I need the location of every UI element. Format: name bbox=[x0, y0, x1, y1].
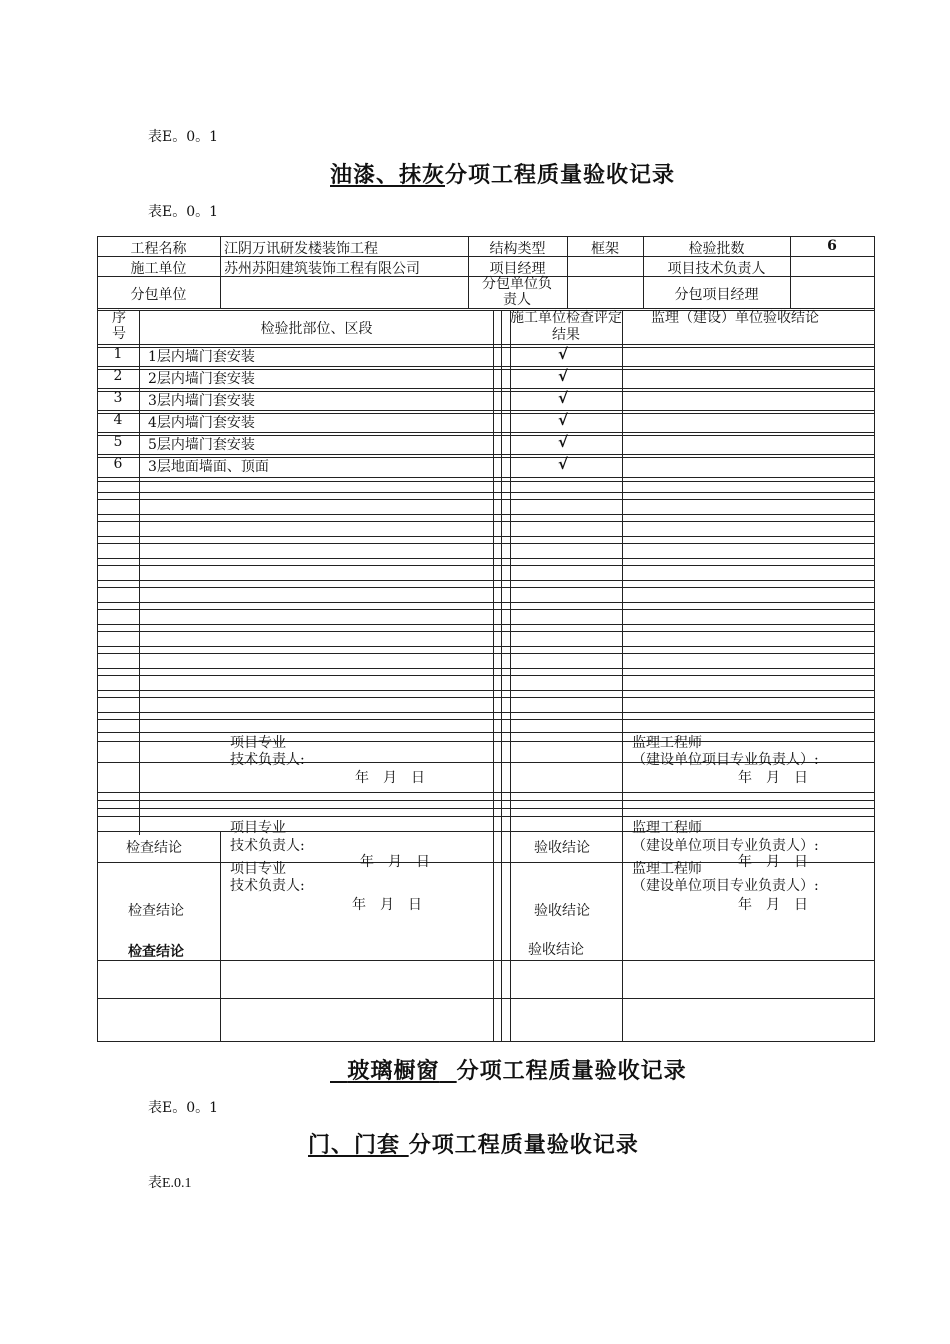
date-label: 年 月 日 bbox=[738, 854, 808, 870]
row-check-mark: √ bbox=[558, 389, 569, 407]
contractor-label: 施工单位 bbox=[130, 261, 187, 277]
page-title bbox=[330, 158, 675, 189]
tech-lead-sign-label: 技术负责人: bbox=[230, 878, 305, 894]
batch-count-label: 检验批数 bbox=[688, 241, 745, 257]
row-location: 1层内墙门套安装 bbox=[148, 349, 255, 365]
title-rest: 分项工程质量验收记录 bbox=[445, 162, 676, 188]
row-number: 2 bbox=[113, 368, 123, 384]
date-label: 年 月 日 bbox=[355, 770, 425, 786]
title-underlined: 油漆、抹灰 bbox=[330, 162, 446, 188]
owner-lead-label: （建设单位项目专业负责人）: bbox=[632, 878, 819, 894]
row-location: 3层内墙门套安装 bbox=[148, 393, 255, 409]
row-check-mark: √ bbox=[558, 345, 569, 363]
sub-manager-label: 分包项目经理 bbox=[674, 287, 759, 303]
title-rest: 分项工程质量验收记录 bbox=[408, 1132, 639, 1158]
row-check-mark: √ bbox=[558, 367, 569, 385]
tech-lead-sign-label: 技术负责人: bbox=[230, 752, 305, 768]
structure-type-label: 结构类型 bbox=[489, 241, 546, 257]
supervisor-label: 监理工程师 bbox=[632, 820, 702, 836]
tech-lead-label: 项目技术负责人 bbox=[667, 261, 766, 277]
project-manager-label: 项目经理 bbox=[489, 261, 546, 277]
date-label: 年 月 日 bbox=[738, 897, 808, 913]
row-location: 2层内墙门套安装 bbox=[148, 371, 255, 387]
check-conclusion-label: 检查结论 bbox=[128, 903, 184, 919]
column-seq: 序号 bbox=[112, 310, 126, 342]
row-number: 4 bbox=[113, 412, 123, 428]
title-rest: 分项工程质量验收记录 bbox=[456, 1058, 687, 1084]
row-check-mark: √ bbox=[558, 433, 569, 451]
date-label: 年 月 日 bbox=[352, 897, 422, 913]
accept-conclusion-label: 验收结论 bbox=[534, 903, 590, 919]
title-underlined: 玻璃橱窗 bbox=[347, 1058, 440, 1084]
row-number: 3 bbox=[113, 390, 123, 406]
project-specialist-label: 项目专业 bbox=[230, 735, 286, 751]
column-contractor-result: 施工单位检查评定结果 bbox=[510, 310, 622, 343]
date-label: 年 月 日 bbox=[360, 854, 430, 870]
supervisor-label: 监理工程师 bbox=[632, 861, 702, 877]
supervisor-label: 监理工程师 bbox=[632, 735, 702, 751]
date-label: 年 月 日 bbox=[738, 770, 808, 786]
owner-lead-label: （建设单位项目专业负责人）: bbox=[632, 838, 819, 854]
tech-lead-sign-label: 技术负责人: bbox=[230, 838, 305, 854]
row-number: 6 bbox=[113, 456, 123, 472]
section-title bbox=[330, 1054, 687, 1085]
row-location: 5层内墙门套安装 bbox=[148, 437, 255, 453]
sub-lead-label: 分包单位负责人 bbox=[482, 276, 552, 308]
check-conclusion-label: 检查结论 bbox=[128, 944, 184, 960]
check-conclusion-label: 检查结论 bbox=[126, 840, 182, 856]
table-code: 表E。0。1 bbox=[148, 204, 219, 220]
project-specialist-label: 项目专业 bbox=[230, 861, 286, 877]
contractor-value: 苏州苏阳建筑装饰工程有限公司 bbox=[224, 261, 420, 277]
column-location: 检验批部位、区段 bbox=[260, 321, 373, 337]
column-supervisor-result: 监理（建设）单位验收结论 bbox=[651, 310, 819, 326]
project-specialist-label: 项目专业 bbox=[230, 820, 286, 836]
subcontractor-label: 分包单位 bbox=[130, 287, 187, 303]
row-location: 4层内墙门套安装 bbox=[148, 415, 255, 431]
project-name-value: 江阴万讯研发楼装饰工程 bbox=[224, 241, 378, 257]
owner-lead-label: （建设单位项目专业负责人）: bbox=[632, 752, 819, 768]
row-location: 3层地面墙面、顶面 bbox=[148, 459, 269, 475]
row-number: 1 bbox=[113, 346, 123, 362]
table-code: 表E。0。1 bbox=[148, 129, 219, 145]
row-number: 5 bbox=[113, 434, 123, 450]
row-check-mark: √ bbox=[558, 455, 569, 473]
row-check-mark: √ bbox=[558, 411, 569, 429]
table-code: 表E.0.1 bbox=[148, 1176, 192, 1191]
structure-type-value: 框架 bbox=[591, 241, 619, 257]
section-title bbox=[308, 1128, 639, 1159]
title-underlined: 门、门套 bbox=[308, 1132, 401, 1158]
batch-count-value: 6 bbox=[827, 238, 837, 254]
project-name-label: 工程名称 bbox=[130, 241, 187, 257]
accept-conclusion-label: 验收结论 bbox=[534, 840, 590, 856]
accept-conclusion-label: 验收结论 bbox=[528, 942, 584, 958]
table-code: 表E。0。1 bbox=[148, 1100, 219, 1116]
